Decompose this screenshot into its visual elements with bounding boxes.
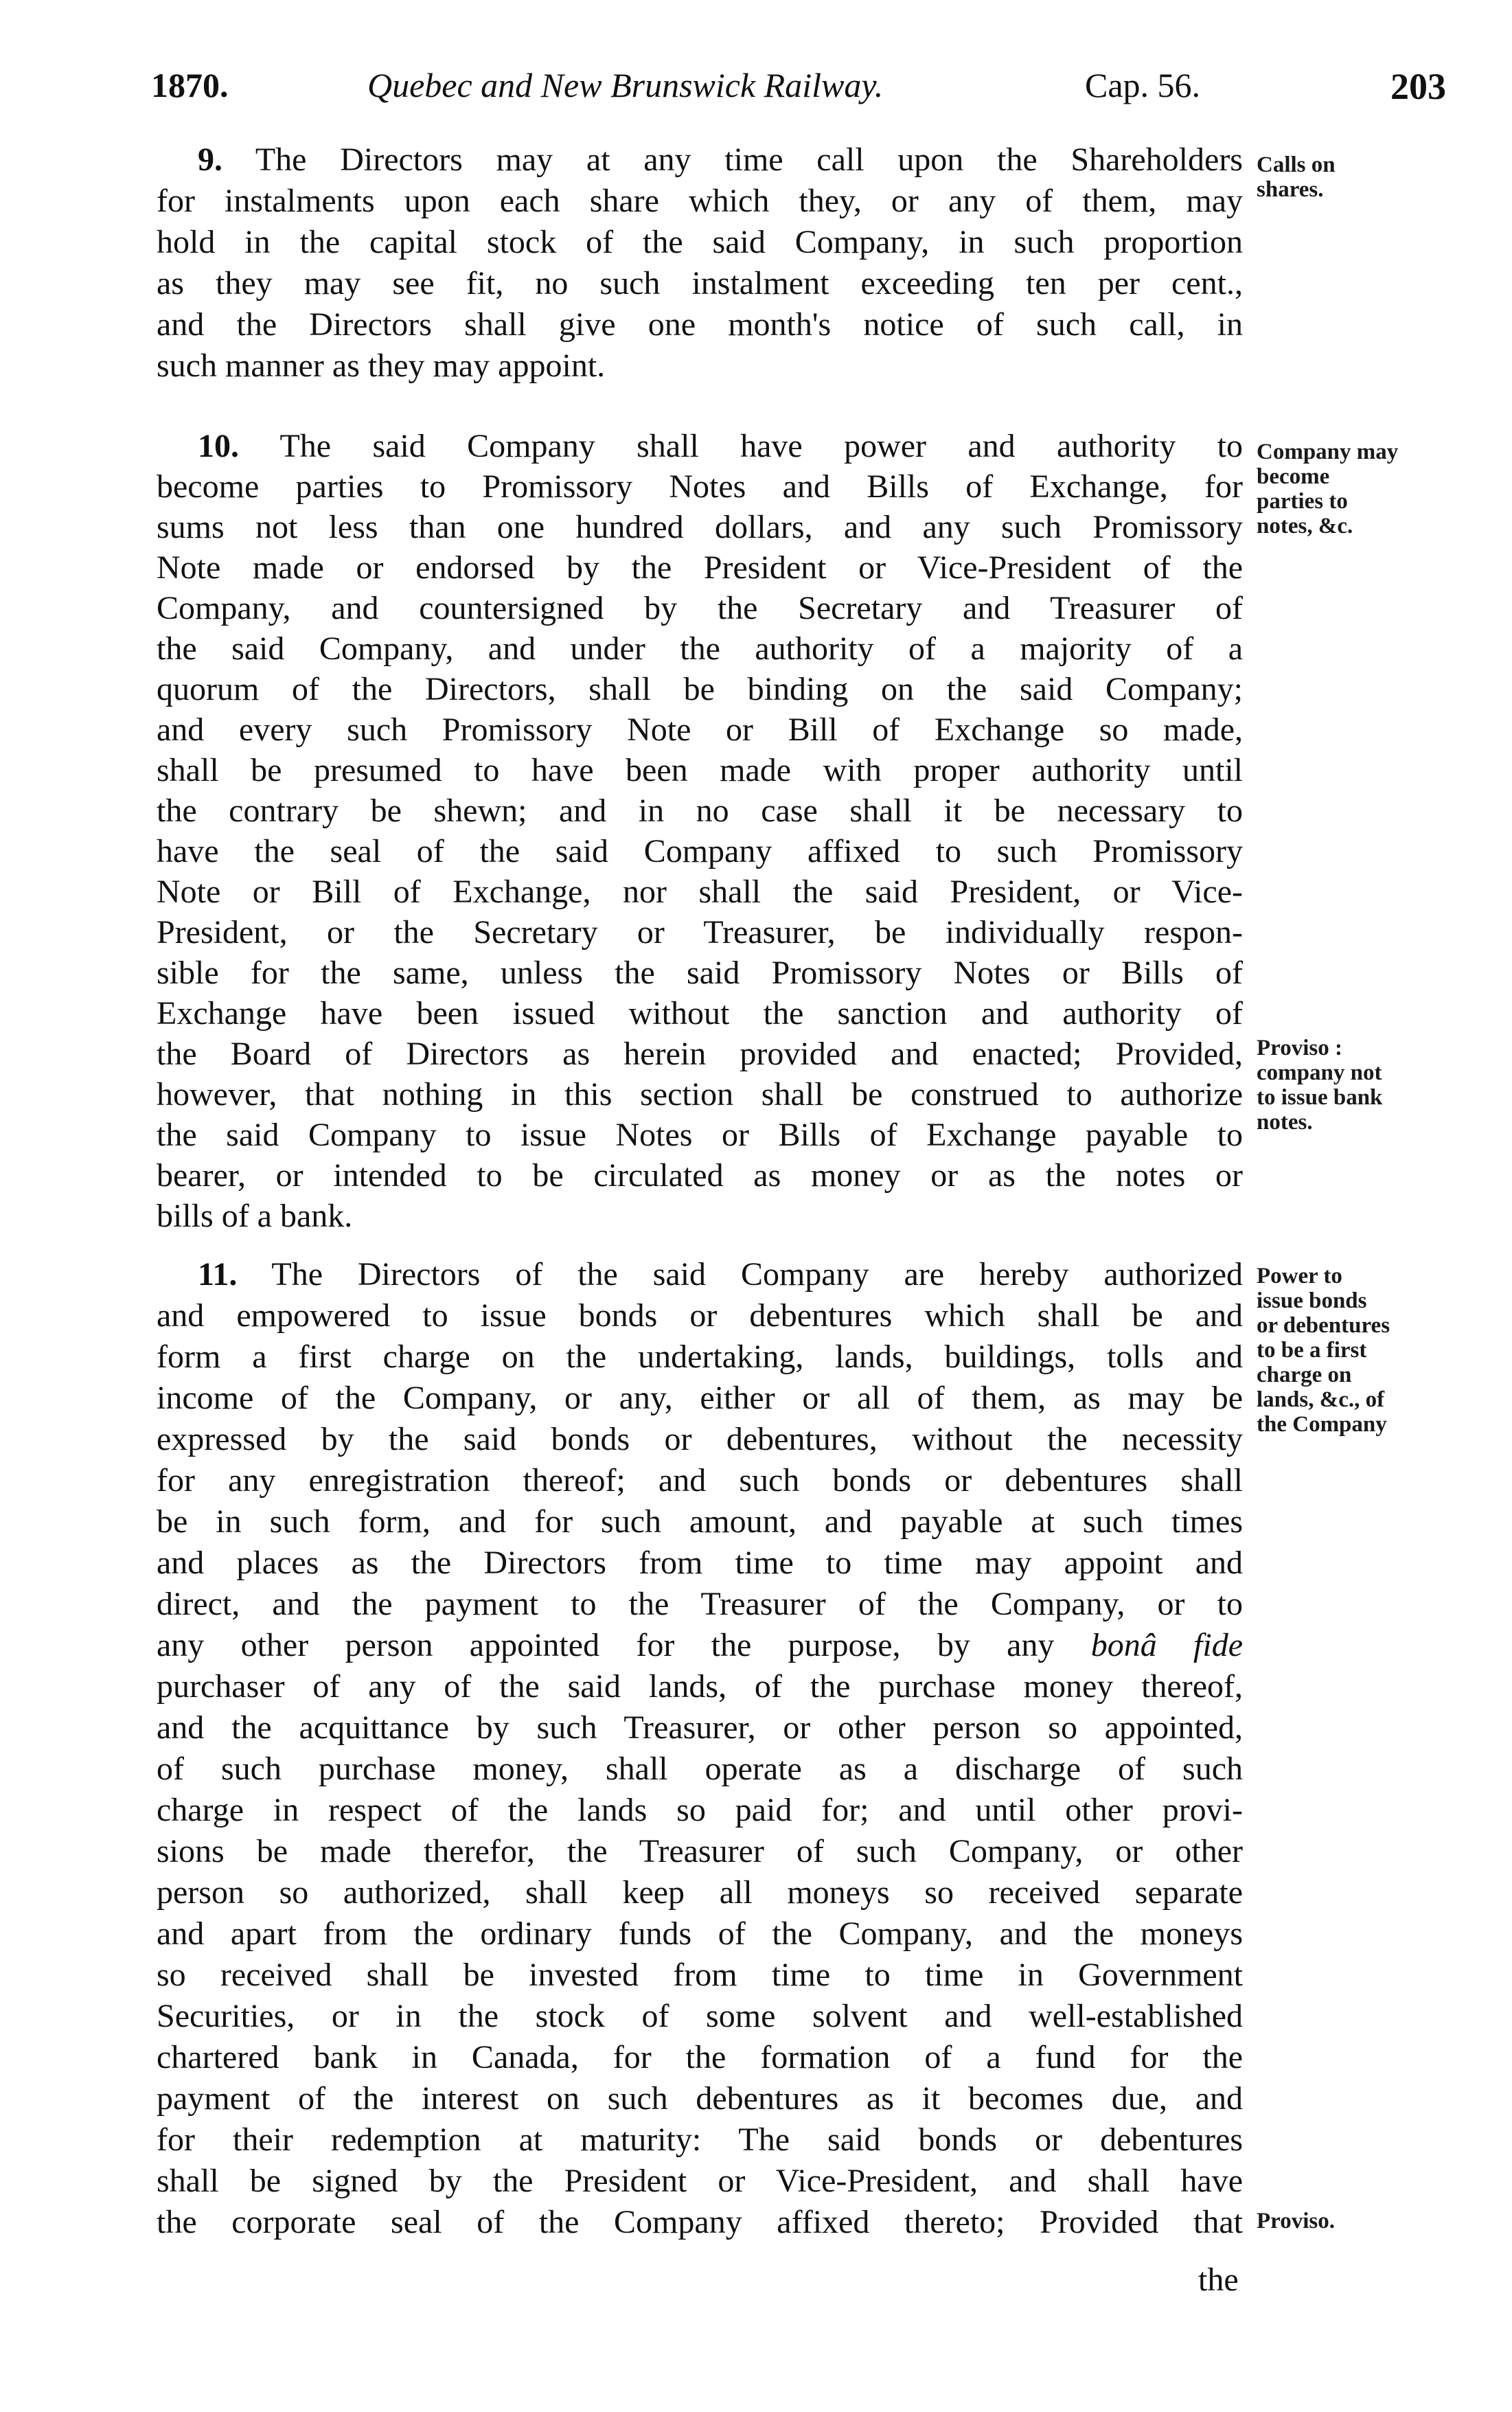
body-text: any other person appointed for the purpose, by any [157,1627,1055,1663]
catchword: the [1198,2262,1239,2298]
body-line: of such purchase money, shall operate as a discharge of such [157,1751,1243,1787]
body-line: as they may see fit, no such instalment exceeding ten per cent., [157,265,1243,302]
body-line: sums not less than one hundred dollars, and any such Promissory [157,509,1243,545]
margin-note-line: shares. [1257,177,1324,202]
body-line: the said Company to issue Notes or Bills of Exchange payable to [157,1117,1243,1153]
body-line: charge in respect of the lands so paid for; and until other provi- [157,1792,1243,1828]
body-line: bills of a bank. [157,1198,353,1234]
body-line: the corporate seal of the Company affixed thereto; Provided that [157,2204,1243,2240]
body-line: and empowered to issue bonds or debentures which shall be and [157,1297,1243,1334]
margin-note-line: Proviso : [1257,1036,1342,1060]
body-line: shall be presumed to have been made with proper authority until [157,752,1243,788]
body-line: and every such Promissory Note or Bill of Exchange so made, [157,712,1243,748]
body-line: and the Directors shall give one month's notice of such call, in [157,306,1243,343]
section-number: 9. [198,141,222,178]
body-line: and places as the Directors from time to time may appoint and [157,1545,1243,1581]
body-line: have the seal of the said Company affixed to such Promissory [157,833,1243,869]
margin-note-line: issue bonds [1257,1288,1367,1313]
margin-note-line: Calls on [1257,152,1336,177]
margin-note-line: to issue bank [1257,1085,1383,1110]
body-line-with-italic [157,1625,1243,1666]
body-line: Exchange have been issued without the sanction and authority of [157,995,1243,1032]
margin-note-line: or debentures [1257,1313,1390,1338]
body-line: Company, and countersigned by the Secretary and Treasurer of [157,590,1243,626]
margin-note-company-may-become-parties [1257,440,1463,538]
body-line: Note made or endorsed by the President or Vice-President of the [157,549,1243,586]
page-number: 203 [1390,66,1446,107]
margin-note-line: Power to [1257,1264,1342,1288]
body-line: for any enregistration thereof; and such bonds or debentures shall [157,1462,1243,1499]
body-text: The Directors of the said Company are hereby authorized [271,1256,1243,1293]
margin-note-calls-on-shares [1257,152,1463,202]
header-title: Quebec and New Brunswick Railway. [367,66,884,104]
body-line: the contrary be shewn; and in no case shall it be necessary to [157,793,1243,829]
body-line: sible for the same, unless the said Promissory Notes or Bills of [157,955,1243,991]
margin-note-line: parties to [1257,489,1348,514]
section-11-line-1 [157,1254,1243,1295]
body-line: however, that nothing in this section shall be construed to authorize [157,1076,1243,1113]
margin-note-power-to-issue-bonds [1257,1264,1463,1437]
body-line: Note or Bill of Exchange, nor shall the said President, or Vice- [157,874,1243,910]
body-line: for their redemption at maturity: The said bonds or debentures [157,2121,1243,2158]
body-line: chartered bank in Canada, for the formation of a fund for the [157,2039,1243,2075]
body-line: purchaser of any of the said lands, of the purchase money thereof, [157,1668,1243,1705]
body-line: become parties to Promissory Notes and Bills of Exchange, for [157,468,1243,505]
body-line: and apart from the ordinary funds of the Company, and the moneys [157,1915,1243,1952]
body-line: expressed by the said bonds or debentures, without the necessity [157,1421,1243,1457]
running-header [151,65,1446,120]
margin-note-line: company not [1257,1060,1382,1085]
body-line: bearer, or intended to be circulated as money or as the notes or [157,1157,1243,1194]
margin-note-line: charge on [1257,1363,1352,1387]
margin-note-line: notes, &c. [1257,514,1353,538]
body-line: person so authorized, shall keep all moneys so received separate [157,1874,1243,1911]
section-10-line-1 [157,426,1243,467]
body-line: Securities, or in the stock of some solvent and well-established [157,1998,1243,2034]
margin-note-proviso [1257,2209,1463,2233]
body-line: such manner as they may appoint. [157,348,606,384]
margin-note-line: Company may [1257,440,1399,464]
margin-note-line: to be a first [1257,1338,1367,1363]
body-line: the said Company, and under the authority of a majority of a [157,630,1243,667]
body-line: President, or the Secretary or Treasurer, be individually respon- [157,914,1243,951]
body-line: hold in the capital stock of the said Company, in such proportion [157,224,1243,260]
section-number: 11. [198,1256,238,1293]
body-line: direct, and the payment to the Treasurer of the Company, or to [157,1586,1243,1622]
body-text: The said Company shall have power and authority to [279,428,1243,464]
body-line: so received shall be invested from time to time in Government [157,1957,1243,1993]
body-line: payment of the interest on such debentures as it becomes due, and [157,2080,1243,2117]
body-line: for instalments upon each share which they, or any of them, may [157,183,1243,219]
body-line: form a first charge on the undertaking, lands, buildings, tolls and [157,1339,1243,1375]
margin-note-line: notes. [1257,1110,1313,1135]
header-year: 1870. [151,66,229,104]
body-text: The Directors may at any time call upon the Shareholders [255,141,1243,178]
body-line: sions be made therefor, the Treasurer of such Company, or other [157,1833,1243,1869]
margin-note-line: lands, &c., of [1257,1387,1385,1412]
margin-note-line: the Company [1257,1412,1387,1437]
header-chapter: Cap. 56. [1085,66,1201,104]
body-line: shall be signed by the President or Vice-President, and shall have [157,2163,1243,2199]
margin-note-line: Proviso. [1257,2209,1335,2233]
section-9-line-1 [157,139,1243,181]
body-line: quorum of the Directors, shall be binding on the said Company; [157,671,1243,707]
body-line: income of the Company, or any, either or all of them, as may be [157,1380,1243,1416]
body-line: the Board of Directors as herein provided and enacted; Provided, [157,1036,1243,1072]
body-line: and the acquittance by such Treasurer, or other person so appointed, [157,1709,1243,1746]
body-line: be in such form, and for such amount, and payable at such times [157,1503,1243,1540]
margin-note-line: become [1257,464,1330,489]
italic-phrase: bonâ fide [1090,1627,1244,1663]
section-number: 10. [198,428,239,464]
margin-note-proviso-bank-notes [1257,1036,1463,1135]
